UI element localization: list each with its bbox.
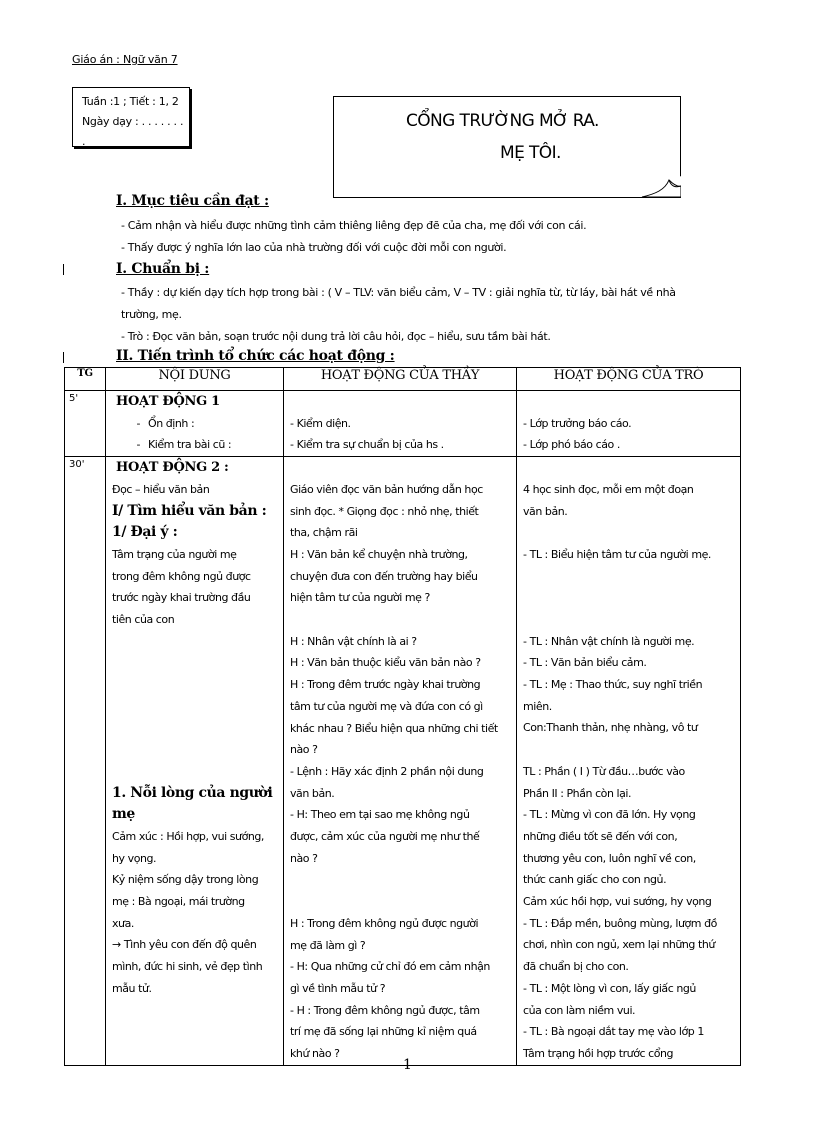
row2-student (517, 457, 741, 1066)
teacher-line: nào ? (290, 851, 318, 865)
student-line: miên. (523, 699, 552, 713)
content-line: Kỷ niệm sống dậy trong lòng (112, 873, 259, 887)
teacher-line (290, 609, 512, 631)
teacher-line: khứ nào ? (290, 1047, 340, 1061)
content-line: Đọc – hiểu văn bản (112, 482, 210, 496)
section-process-title (116, 348, 395, 364)
title-box (333, 96, 681, 198)
student-line (523, 609, 736, 631)
student-line: - TL : Văn bản biểu cảm. (523, 656, 647, 670)
objective-line-2: - Thấy được ý nghĩa lớn lao của nhà trường đối với cuộc đời mỗi con người. (121, 241, 507, 254)
lesson-week: Tuần :1 ; Tiết : 1, 2 (82, 95, 179, 108)
student-line: chơi, nhìn con ngủ, xem lại những thứ (523, 938, 715, 952)
section-objectives-label: I. Mục tiêu cần đạt : (116, 193, 269, 209)
teacher-line: - Kiểm diện. (290, 416, 351, 430)
row2-teacher (284, 457, 517, 1066)
section-process-label: II. Tiến trình tổ chức các hoạt động : (116, 348, 395, 364)
teacher-line: H : Nhân vật chính là ai ? (290, 634, 417, 648)
item-text: Ổn định : (148, 416, 195, 430)
teacher-line: H : Trong đêm trước ngày khai trường (290, 678, 481, 692)
activity-2-heading: HOẠT ĐỘNG 2 : (116, 460, 229, 476)
student-line: 4 học sinh đọc, mỗi em một đoạn (523, 482, 694, 496)
content-line: trong đêm không ngủ được (112, 569, 251, 583)
header-content: NỘI DUNG (106, 368, 284, 391)
teacher-line: nào ? (290, 743, 318, 757)
content-line: mẹ : Bà ngoại, mái trường (112, 895, 245, 909)
table-row (65, 391, 741, 457)
subheading-mother-heart: 1. Nỗi lòng của người (112, 784, 273, 801)
header-student: HOẠT ĐỘNG CỦA TRÒ (517, 368, 741, 391)
teacher-line: khác nhau ? Biểu hiện qua những chi tiết (290, 721, 498, 735)
document-header: Giáo án : Ngữ văn 7 (72, 53, 178, 66)
teacher-line (290, 869, 512, 891)
teacher-line: H : Văn bản thuộc kiểu văn bản nào ? (290, 656, 481, 670)
row1-teacher (284, 391, 517, 457)
margin-mark (63, 264, 64, 275)
page-number: 1 (403, 1057, 412, 1073)
table-header-row (65, 368, 741, 391)
student-line: - Lớp phó báo cáo . (523, 438, 620, 452)
content-line: trước ngày khai trường đầu (112, 591, 251, 605)
teacher-line: trí mẹ đã sống lại những kỉ niệm quá (290, 1025, 477, 1039)
header-tg: TG (65, 368, 106, 391)
content-line: hy vọng. (112, 851, 157, 865)
row2-content (106, 457, 284, 1066)
content-line: mình, đức hi sinh, vẻ đẹp tình (112, 960, 263, 974)
subheading-main-idea: 1/ Đại ý : (112, 524, 178, 541)
teacher-line: H : Trong đêm không ngủ được người (290, 916, 479, 930)
row1-content (106, 391, 284, 457)
activity-1-heading: HOẠT ĐỘNG 1 (116, 394, 220, 409)
table-row (65, 457, 741, 1066)
teacher-line: - H: Qua những cử chỉ đó em cảm nhận (290, 960, 490, 974)
teacher-line: tha, chậm rãi (290, 526, 358, 540)
content-line: mẫu tử. (112, 981, 152, 995)
student-line: thương yêu con, luôn nghĩ về con, (523, 851, 696, 865)
title-line-2: MẸ TÔI. (500, 143, 561, 163)
student-line (523, 522, 736, 544)
section-prep-label: I. Chuẩn bị : (116, 261, 210, 277)
objective-line-1: - Cảm nhận và hiểu được những tình cảm thiêng liêng đẹp đẽ của cha, mẹ đối với con cái. (121, 219, 587, 232)
student-line: những điều tốt sẽ đến với con, (523, 829, 678, 843)
row1-student (517, 391, 741, 457)
teacher-line: - Lệnh : Hãy xác định 2 phần nội dung (290, 764, 484, 778)
student-line: Tâm trạng hồi hợp trước cổng (523, 1047, 674, 1060)
student-line: của con làm niềm vui. (523, 1003, 636, 1017)
student-line (523, 566, 736, 588)
student-line: - TL : Một lòng vì con, lấy giấc ngủ (523, 981, 696, 995)
student-line: đã chuẩn bị cho con. (523, 960, 629, 974)
teacher-line: H : Văn bản kể chuyện nhà trường, (290, 547, 468, 561)
content-line: → Tình yêu con đến độ quên (112, 938, 257, 952)
title-line-1: CỔNG TRƯỜNG MỞ RA. (406, 111, 599, 131)
content-line: tiên của con (112, 613, 175, 627)
teacher-line: - H: Theo em tại sao mẹ không ngủ (290, 808, 470, 822)
student-line: - TL : Bà ngoại dắt tay mẹ vào lớp 1 (523, 1025, 704, 1039)
student-line: Cảm xúc hồi hợp, vui sướng, hy vọng (523, 895, 712, 909)
teacher-line (290, 891, 512, 913)
student-line (523, 587, 736, 609)
student-line: - TL : Nhân vật chính là người mẹ. (523, 634, 695, 648)
student-line: - Lớp trưởng báo cáo. (523, 416, 632, 430)
section-objectives-title (116, 193, 269, 209)
teacher-line: văn bản. (290, 786, 335, 800)
teacher-line: Giáo viên đọc văn bản hướng dẫn học (290, 482, 483, 496)
student-line: TL : Phần ( I ) Từ đầu…bước vào (523, 764, 685, 778)
row1-tg: 5' (65, 391, 106, 457)
row2-tg: 30' (65, 457, 106, 1066)
teacher-line: - Kiểm tra sự chuẩn bị của hs . (290, 438, 444, 452)
teacher-line: chuyện đưa con đến trường hay biểu (290, 569, 478, 583)
lesson-date: Ngày dạy : . . . . . . . . (82, 115, 184, 148)
student-line: - TL : Đắp mền, buông mùng, lượm đồ (523, 916, 717, 930)
lesson-info-box (72, 87, 190, 147)
content-line: Tâm trạng của người mẹ (112, 547, 237, 561)
list-item: - Ổn định : (136, 416, 195, 430)
teacher-line: - H : Trong đêm không ngủ được, tâm (290, 1003, 480, 1017)
list-item: - Kiểm tra bài cũ : (136, 438, 232, 452)
content-line: xưa. (112, 916, 134, 930)
teacher-line: được, cảm xúc của người mẹ như thế (290, 830, 480, 844)
student-line: - TL : Mẹ : Thao thức, suy nghĩ triền (523, 678, 703, 692)
header-teacher: HOẠT ĐỘNG CỦA THẦY (284, 368, 517, 391)
student-line (523, 739, 736, 761)
teacher-line: hiện tâm tư của người mẹ ? (290, 591, 430, 605)
prep-line-3: - Trò : Đọc văn bản, soạn trước nội dung trả lời câu hỏi, đọc – hiểu, sưu tầm bài hát. (121, 330, 551, 343)
subheading-read: I/ Tìm hiểu văn bản : (112, 502, 267, 519)
student-line: thức canh giấc cho con ngủ. (523, 873, 667, 887)
activity-table (64, 367, 741, 1066)
student-line: Phần II : Phần còn lại. (523, 786, 632, 800)
section-prep-title (116, 261, 209, 277)
student-line: - TL : Biểu hiện tâm tư của người mẹ. (523, 547, 711, 561)
content-line: Cảm xúc : Hồi hợp, vui sướng, (112, 829, 264, 843)
student-line: văn bản. (523, 504, 568, 518)
margin-mark (63, 352, 64, 363)
page-fold-icon (641, 176, 681, 198)
teacher-line: mẹ đã làm gì ? (290, 938, 366, 952)
teacher-line: gì về tình mẫu tử ? (290, 981, 386, 995)
subheading-mother-heart-cont: mẹ (112, 806, 135, 823)
item-text: Kiểm tra bài cũ : (148, 438, 232, 452)
prep-line-1: - Thầy : dự kiến dạy tích hợp trong bài : ( V – TLV: văn biểu cảm, V – TV : giải nghĩa từ, từ láy, bài hát về nhà (121, 286, 676, 299)
teacher-line: tâm tư của người mẹ và đứa con có gì (290, 699, 483, 713)
teacher-line: sinh đọc. * Giọng đọc : nhỏ nhẹ, thiết (290, 504, 479, 518)
student-line: Con:Thanh thản, nhẹ nhàng, vô tư (523, 721, 698, 735)
prep-line-2: trường, mẹ. (121, 308, 182, 321)
student-line: - TL : Mừng vì con đã lớn. Hy vọng (523, 808, 696, 822)
